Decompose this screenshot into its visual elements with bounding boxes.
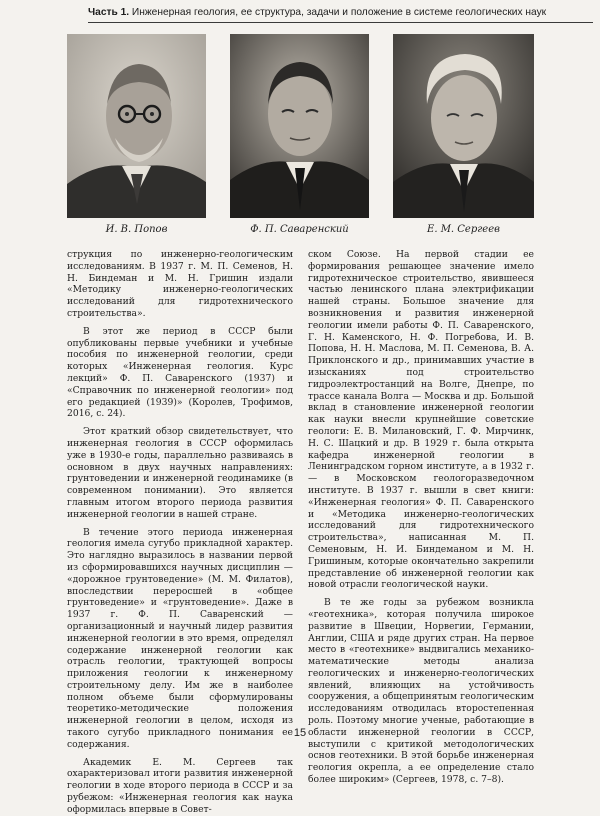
portrait-savarensky-image [230,34,369,218]
header-title: Инженерная геология, ее структура, задачи и положение в системе геологических наук [131,7,547,18]
left-paragraph-1: струкция по инженерно-геологическим исследованиям. В 1937 г. М. П. Семенов, Н. Н. Биндеман и М. Н. Гришин издали «Методику инженерно-геологических исследований для гидротехнического строительства». [67,249,293,319]
header-part: Часть 1. [88,7,130,18]
portrait-popov [67,34,206,218]
right-text-column [308,249,534,786]
caption-popov: И. В. Попов [105,224,168,235]
header-rule [88,22,593,23]
left-paragraph-3: Этот краткий обзор свидетельствует, что инженерная геология в СССР оформилась уже в 1930-е годы, параллельно развиваясь в основном в двух научных направлениях: грунтоведении и инженерной геодинамике (в современном понимании). Это является главным итогом второго периода развития инженерной геологии в нашей стране. [67,426,293,520]
right-paragraph-1: ском Союзе. На первой стадии ее формирования решающее значение имело гидротехническое строительство, явившееся частью ленинского плана электрификации нашей страны. Большое значение для возникновения и развития инженерной геологии имели работы Ф. П. Саваренского, Г. Н. Каменского, Н. Ф. Погребова, И. В. Попова, Н. Н. Масловa, М. П. Семенова, В. А. Приклонского и др., принимавших участие в изысканиях под строительство гидроэлектростанций на Волге, Днепре, по трассе канала Волга — Москва и др. Большой вклад в становление инженерной геологии как науки внесли крупнейшие советские геологи: Е. В. Милановский, Г. Ф. Мирчинк, Н. С. Шацкий и др. В 1929 г. была открыта кафедра инженерной геологии в Ленинградском горном институте, а в 1932 г. — в Московском геологоразведочном институте. В 1937 г. вышли в свет книги: «Инженерная геология» Ф. П. Саваренского и «Методика инженерно-геологических исследований для гидротехнического строительства», написанная М. П. Семеновым, Н. И. Биндеманом и М. Н. Гришиным, которые окончательно закрепили представление об инженерной геологии как новой отрасли геологической науки. [308,249,534,591]
left-paragraph-4: В течение этого периода инженерная геология имела сугубо прикладной характер. Это наглядно выразилось в названии первой из сформировавшихся научных дисциплин — «дорожное грунтоведение» (М. М. Филатов), впоследствии переросшей в «общее грунтоведение» и «грунтоведение». Даже в 1937 г. Ф. П. Саваренский — организационный и научный лидер развития инженерной геологии в это время, определял содержание инженерной геологии как отрасль геологии, трактующей вопросы приложения геологии к инженерному строительному делу. Им же в наиболее полном объеме были сформулированы теоретико-методические положения инженерной геологии в целом, исходя из такого сугубо прикладного понимания ее содержания. [67,526,293,750]
portrait-sergeev-image [393,34,534,218]
portrait-sergeev [393,34,534,218]
portrait-savarensky [230,34,369,218]
caption-sergeev: Е. М. Сергеев [427,224,500,235]
right-paragraph-2: В те же годы за рубежом возникла «геотехника», которая получила широкое развитие в Швеции, Норвегии, Германии, Англии, США и ряде других стран. На первое место в «геотехнике» выдвигались механико-математические методы анализа геологических и инженерно-геологических явлений, влияющих на устойчивость сооружения, а общепринятым геологическим исследованиям отводилась второстепенная роль. Поэтому многие ученые, работающие в области инженерной геологии в СССР, выступили с критикой методологических основ геотехники. В этой борьбе инженерная геология окрепла, а ее определение стало более широким» (Сергеев, 1978, с. 7–8). [308,597,534,786]
left-text-column [67,249,293,815]
left-paragraph-2: В этот же период в СССР были опубликованы первые учебники и учебные пособия по инженерной геологии, среди которых «Инженерная геология. Курс лекций» Ф. П. Саваренского (1937) и «Справочник по инженерной геологии» под его редакцией (1939)» (Королев, Трофимов, 2016, с. 24). [67,325,293,420]
left-paragraph-5: Академик Е. М. Сергеев так охарактеризовал итоги развития инженерной геологии в ходе второго периода в СССР и за рубежом: «Инженерная геология как наука оформилась впервые в Совет- [67,756,293,815]
page-number: 15 [293,727,307,739]
caption-savarensky: Ф. П. Саваренский [250,224,349,235]
running-header [88,6,596,20]
portrait-popov-image [67,34,206,218]
